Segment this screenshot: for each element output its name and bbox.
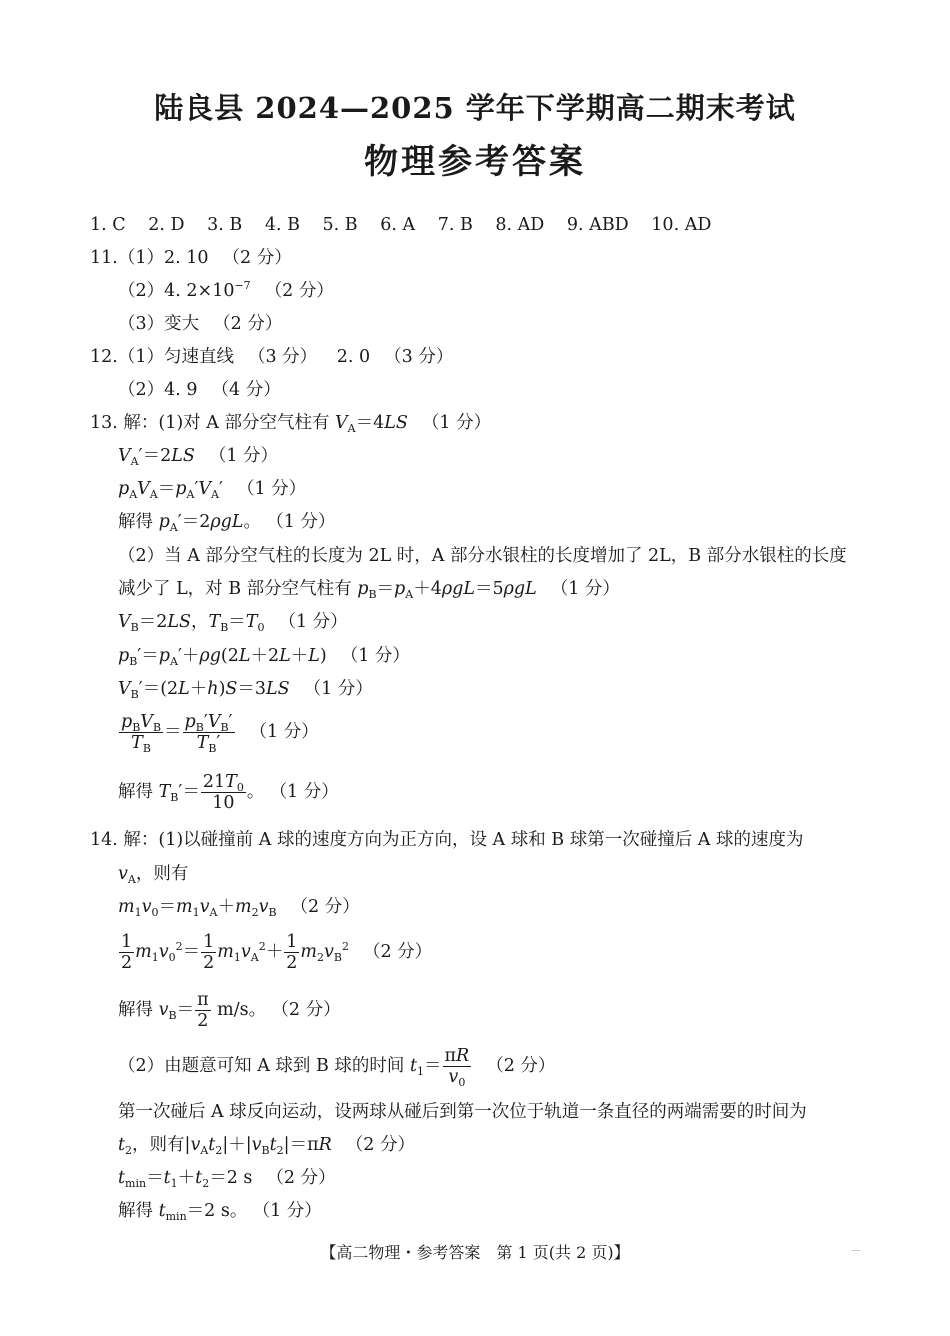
q14-eq-t2: $t_2$，则有$|v_At_2|+|v_Bt_2|=\pi R$ （2 分）: [118, 1135, 415, 1157]
q14-intro-line2: $v_A$，则有: [118, 864, 189, 886]
q14-result-tmin: 解得 $t_{min}=2$ s。 （1 分）: [118, 1201, 322, 1223]
mc-answers: [90, 217, 728, 235]
exam-title: 陆良县 2024—2025 学年下学期高二期末考试: [154, 91, 796, 125]
corner-mark: [852, 1250, 860, 1251]
mc-answer: 7. B: [437, 215, 473, 235]
q13-intro: 13. 解：(1)对 A 部分空气柱有 $V_A=4LS$ （1 分）: [90, 413, 492, 435]
fraction: $\frac{p_B'V_B'}{T_B'}$: [184, 712, 233, 756]
mc-answer: 8. AD: [495, 215, 545, 235]
fraction: $\frac{\pi R}{v_0}$: [444, 1046, 470, 1090]
q14-eq-momentum: $m_1v_0=m_1v_A+m_2v_B$ （2 分）: [118, 897, 360, 919]
q14-eq-energy: $\frac{1}{2}$ $m_1v_0^2=$ $\frac{1}{2}$ $m_1v_A^2+$ $\frac{1}{2}$ $m_2v_B^2$ （2 分）: [121, 932, 433, 974]
mc-answer: 4. B: [264, 215, 300, 235]
fraction: $\frac{1}{2}$: [203, 932, 215, 974]
fraction: $\frac{1}{2}$: [121, 932, 133, 974]
fraction: $\frac{1}{2}$: [286, 932, 298, 974]
fraction: $\frac{\pi}{2}$: [197, 990, 209, 1032]
q11-part1: 11.（1）2. 10 （2 分）: [90, 248, 292, 268]
fraction: $\frac{21T_0}{10}$: [202, 772, 244, 814]
answer-key-title: 物理参考答案: [364, 142, 586, 182]
q11-part2: （2）4. $2\times 10^{-7}$ （2 分）: [118, 279, 334, 301]
q13-eq-pb: $p_B'=p_A'+\rho g(2L+2L+L)$ （1 分）: [118, 646, 410, 668]
q13-part2-line2: 减少了 L，对 B 部分空气柱有 $p_B=p_A+4\rho gL=5\rho gL$ （1 分）: [118, 579, 620, 601]
q13-eq-vb-prime: $V_B'=(2L+h)S=3LS$ （1 分）: [118, 679, 373, 701]
q13-eq-gas-law: $p_BV_B$ $T_B$ ＝ $\frac{p_B'V_B'}{T_B'}$ （1 分）: [121, 712, 319, 756]
q13-eq-vb: $V_B=2LS$，$T_B=T_0$ （1 分）: [118, 612, 348, 634]
mc-answer: 2. D: [148, 215, 185, 235]
q11-part3: （3）变大 （2 分）: [118, 314, 283, 334]
mc-answer: 9. ABD: [566, 215, 629, 235]
q14-result-vb: 解得 $v_B=$ $\frac{\pi}{2}$ m/s。 （2 分）: [118, 990, 341, 1032]
q13-part2-line1: （2）当 A 部分空气柱的长度为 2L 时，A 部分水银柱的长度增加了 2L，B 部分水银柱的长度: [118, 546, 847, 566]
q13-result-pa: 解得 $p_A'=2\rho gL$。 （1 分）: [118, 512, 336, 534]
q13-eq-boyle: $p_AV_A=p_A'V_A'$ （1 分）: [118, 479, 307, 501]
q14-intro-line1: 14. 解：(1)以碰撞前 A 球的速度方向为正方向，设 A 球和 B 球第一次碰撞后 A 球的速度为: [90, 830, 804, 850]
mc-answer: 5. B: [322, 215, 358, 235]
q13-result-tb: 解得 $T_B'=$ $\frac{21T_0}{10}$ 。 （1 分）: [118, 772, 339, 814]
mc-answer: 1. C: [90, 215, 126, 235]
q14-part2-line2: 第一次碰后 A 球反向运动，设两球从碰后到第一次位于轨道一条直径的两端需要的时间为: [118, 1102, 807, 1122]
mc-answer: 3. B: [207, 215, 243, 235]
mc-answer: 10. AD: [651, 215, 712, 235]
page-footer: 【高二物理・参考答案 第 1 页(共 2 页)】: [320, 1243, 630, 1262]
q12-part2: （2）4. 9 （4 分）: [118, 380, 281, 400]
q14-part2-time: （2）由题意可知 A 球到 B 球的时间 $t_1=$ $\frac{\pi R}{v_0}$ （2 分）: [118, 1046, 556, 1090]
q13-eq-va: $V_A'=2LS$ （1 分）: [118, 446, 279, 468]
mc-answer: 6. A: [380, 215, 416, 235]
q14-eq-tmin: $t_{min}=t_1+t_2=2$ s （2 分）: [118, 1168, 336, 1190]
q12-part1: 12.（1）匀速直线 （3 分） 2. 0 （3 分）: [90, 347, 454, 367]
fraction: $p_BV_B$ $T_B$: [121, 712, 162, 756]
